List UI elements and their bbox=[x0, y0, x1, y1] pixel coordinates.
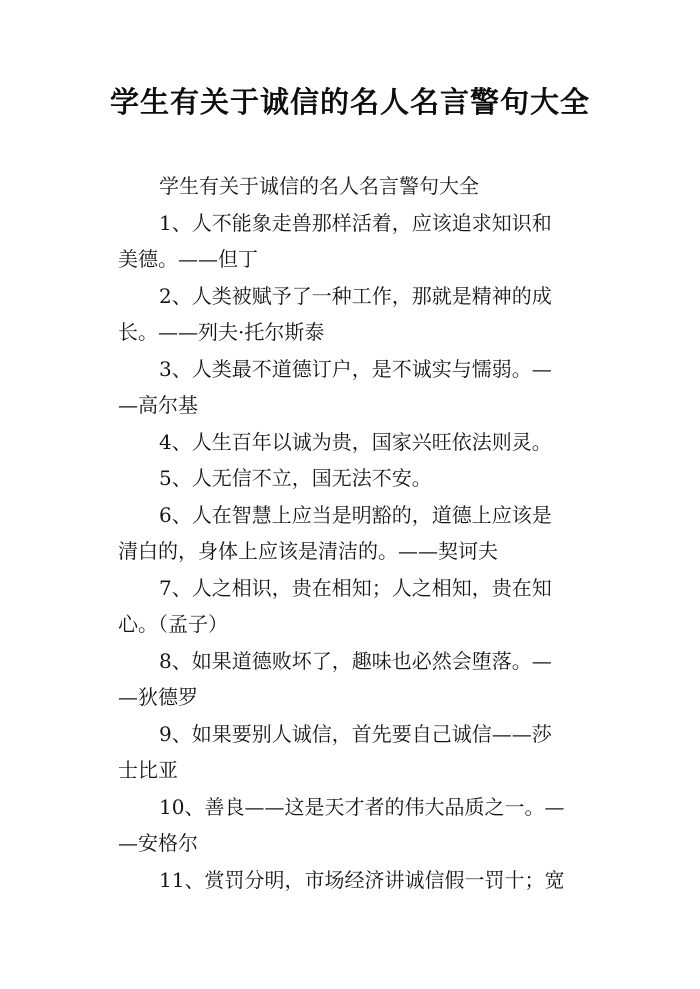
quote-3: 3、人类最不道德订户，是不诚实与懦弱。— —高尔基 bbox=[118, 356, 552, 417]
quote-10: 10、善良——这是天才者的伟大品质之一。— —安格尔 bbox=[118, 794, 565, 855]
quote-6: 6、人在智慧上应当是明豁的，道德上应该是 清白的，身体上应该是清洁的。——契诃夫 bbox=[118, 502, 552, 563]
quote-5: 5、人无信不立，国无法不安。 bbox=[159, 466, 432, 490]
quote-1: 1、人不能象走兽那样活着，应该追求知识和 美德。——但丁 bbox=[118, 210, 552, 271]
quote-8: 8、如果道德败坏了，趣味也必然会堕落。— —狄德罗 bbox=[118, 648, 552, 709]
body-subtitle: 学生有关于诚信的名人名言警句大全 bbox=[159, 174, 479, 198]
quote-11: 11、赏罚分明，市场经济讲诚信假一罚十；宽 bbox=[159, 867, 565, 892]
quote-7: 7、人之相识，贵在相知；人之相知，贵在知 心。（孟子） bbox=[118, 575, 552, 636]
quote-9: 9、如果要别人诚信，首先要自己诚信——莎 士比亚 bbox=[118, 721, 552, 782]
document-body bbox=[118, 168, 588, 898]
document-title: 学生有关于诚信的名人名言警句大全 bbox=[109, 85, 590, 119]
quote-4: 4、人生百年以诚为贵，国家兴旺依法则灵。 bbox=[159, 429, 552, 454]
quote-2: 2、人类被赋予了一种工作，那就是精神的成 长。——列夫·托尔斯泰 bbox=[118, 283, 552, 344]
